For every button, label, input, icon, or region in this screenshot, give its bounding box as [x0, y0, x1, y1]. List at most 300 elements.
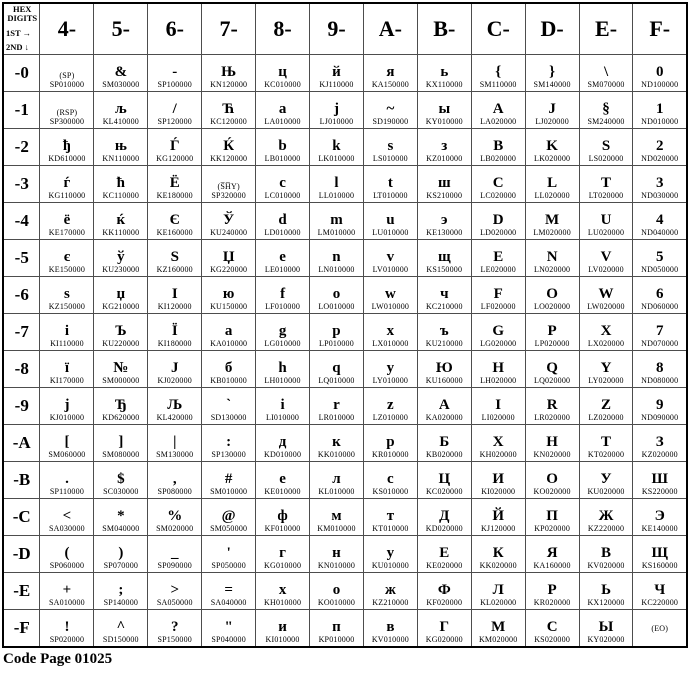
- glyph: д: [278, 434, 287, 450]
- gcgid-code: KN020000: [533, 450, 571, 459]
- glyph: њ: [114, 138, 127, 154]
- glyph: Ж: [598, 508, 614, 524]
- glyph: Н: [546, 434, 558, 450]
- grid-cell: [417, 499, 471, 536]
- grid-cell: [310, 462, 364, 499]
- col-header-E-: E-: [579, 3, 633, 55]
- grid-cell: [633, 166, 687, 203]
- second-hex-digit-arrow: 2ND ↓: [6, 42, 29, 52]
- glyph: с: [387, 471, 394, 487]
- cell-content: [148, 573, 201, 609]
- grid-cell: [202, 166, 256, 203]
- grid-cell: [363, 203, 417, 240]
- gcgid-code: SP010000: [49, 80, 85, 89]
- glyph: ~: [386, 101, 395, 117]
- glyph: п: [332, 619, 341, 635]
- glyph: ^: [116, 619, 126, 635]
- grid-cell: [310, 573, 364, 610]
- grid-cell: [633, 351, 687, 388]
- glyph: 5: [655, 249, 664, 265]
- grid-cell: [256, 499, 310, 536]
- gcgid-code: KG220000: [210, 265, 248, 274]
- row-header--F: -F: [3, 610, 40, 648]
- gcgid-code: KI180000: [157, 339, 192, 348]
- gcgid-code: KC010000: [264, 80, 301, 89]
- grid-cell: [471, 55, 525, 92]
- grid-cell: [256, 610, 310, 648]
- gcgid-code: ND070000: [641, 339, 679, 348]
- grid-cell: [579, 462, 633, 499]
- row-header--D: -D: [3, 536, 40, 573]
- grid-cell: [310, 314, 364, 351]
- glyph: Ю: [435, 360, 453, 376]
- glyph: х: [278, 582, 287, 598]
- grid-cell: [256, 240, 310, 277]
- cell-content: [310, 351, 363, 387]
- gcgid-code: SM140000: [533, 80, 571, 89]
- grid-cell: [148, 203, 202, 240]
- glyph: л: [332, 471, 341, 487]
- cell-content: [526, 166, 579, 202]
- cell-content: [472, 277, 525, 313]
- gcgid-code: KI020000: [481, 487, 516, 496]
- cell-content: [202, 462, 255, 498]
- cell-content: [256, 536, 309, 572]
- glyph: ќ: [116, 212, 126, 228]
- cell-content: [364, 610, 417, 646]
- glyph: 0: [655, 64, 664, 80]
- glyph: {: [495, 64, 502, 80]
- cell-content: [472, 388, 525, 424]
- grid-cell: [310, 92, 364, 129]
- glyph: M: [545, 212, 560, 228]
- cell-content: [472, 351, 525, 387]
- cell-content: [633, 610, 686, 646]
- glyph: g: [278, 323, 287, 339]
- cell-content: [94, 536, 147, 572]
- gcgid-code: LY010000: [372, 376, 409, 385]
- gcgid-code: KM020000: [478, 635, 518, 644]
- glyph: ѕ: [64, 286, 70, 302]
- cell-content: [256, 129, 309, 165]
- grid-cell: [363, 536, 417, 573]
- gcgid-code: SD150000: [102, 635, 139, 644]
- gcgid-code: KI010000: [265, 635, 300, 644]
- glyph: Ф: [437, 582, 451, 598]
- glyph: ): [118, 545, 124, 561]
- glyph: Р: [547, 582, 557, 598]
- glyph: Є: [169, 212, 180, 228]
- gcgid-code: KN110000: [102, 154, 140, 163]
- gcgid-code: LN020000: [533, 265, 571, 274]
- gcgid-code: LD020000: [480, 228, 517, 237]
- glyph: Ї: [171, 323, 178, 339]
- glyph: Ќ: [223, 138, 235, 154]
- table-row: [3, 92, 687, 129]
- gcgid-code: LC020000: [480, 191, 517, 200]
- grid-cell: [525, 240, 579, 277]
- glyph: r: [333, 397, 340, 413]
- grid-cell: [363, 425, 417, 462]
- cell-content: [310, 499, 363, 535]
- glyph: F: [493, 286, 503, 302]
- gcgid-code: ND040000: [641, 228, 679, 237]
- grid-cell: [40, 351, 94, 388]
- gcgid-code: SM020000: [156, 524, 194, 533]
- grid-cell: [417, 129, 471, 166]
- row-header--8: -8: [3, 351, 40, 388]
- cell-content: [418, 425, 471, 461]
- grid-cell: [202, 536, 256, 573]
- grid-cell: [256, 351, 310, 388]
- grid-cell: [525, 92, 579, 129]
- grid-cell: [94, 240, 148, 277]
- gcgid-code: LH010000: [264, 376, 301, 385]
- gcgid-code: KI110000: [50, 339, 84, 348]
- cell-content: [202, 203, 255, 239]
- glyph: Ц: [438, 471, 451, 487]
- cell-content: [580, 462, 633, 498]
- gcgid-code: KX120000: [587, 598, 625, 607]
- glyph: W: [598, 286, 614, 302]
- grid-cell: [525, 573, 579, 610]
- cell-content: [202, 425, 255, 461]
- grid-cell: [148, 499, 202, 536]
- gcgid-code: LI020000: [481, 413, 515, 422]
- cell-content: [310, 388, 363, 424]
- grid-cell: [633, 314, 687, 351]
- glyph: G: [492, 323, 505, 339]
- gcgid-code: LT020000: [588, 191, 624, 200]
- cell-content: [364, 351, 417, 387]
- grid-cell: [202, 610, 256, 648]
- grid-cell: [202, 55, 256, 92]
- gcgid-code: KX110000: [425, 80, 463, 89]
- glyph: №: [113, 360, 129, 376]
- table-row: [3, 573, 687, 610]
- caption: Code Page 01025: [3, 651, 113, 667]
- glyph: у: [386, 545, 395, 561]
- gcgid-code: LC010000: [264, 191, 301, 200]
- gcgid-code: LY020000: [588, 376, 624, 385]
- grid-cell: [579, 351, 633, 388]
- gcgid-code: LP020000: [534, 339, 570, 348]
- glyph: L: [547, 175, 558, 191]
- table-row: [3, 388, 687, 425]
- header-row: [3, 3, 687, 55]
- cell-content: [202, 129, 255, 165]
- cell-content: [256, 388, 309, 424]
- grid-cell: [363, 573, 417, 610]
- cell-content: [580, 610, 633, 646]
- cell-content: [94, 314, 147, 350]
- gcgid-code: SP300000: [49, 117, 85, 126]
- grid-cell: [579, 573, 633, 610]
- grid-cell: [633, 499, 687, 536]
- gcgid-code: LG020000: [480, 339, 517, 348]
- grid-cell: [525, 166, 579, 203]
- grid-cell: [94, 92, 148, 129]
- cell-content: [310, 314, 363, 350]
- gcgid-code: KZ160000: [156, 265, 193, 274]
- gcgid-code: KR010000: [372, 450, 409, 459]
- glyph: &: [114, 64, 128, 80]
- grid-cell: [417, 314, 471, 351]
- grid-cell: [310, 499, 364, 536]
- cell-content: [364, 462, 417, 498]
- glyph: (: [64, 545, 70, 561]
- gcgid-code: LV010000: [372, 265, 409, 274]
- cell-content: [472, 425, 525, 461]
- gcgid-code: KU150000: [210, 302, 248, 311]
- col-header-9-: 9-: [310, 3, 364, 55]
- glyph: v: [386, 249, 395, 265]
- grid-cell: [256, 203, 310, 240]
- cell-content: [633, 92, 686, 128]
- gcgid-code: KG020000: [425, 635, 463, 644]
- grid-cell: [633, 573, 687, 610]
- glyph: є: [63, 249, 71, 265]
- cell-content: [364, 166, 417, 202]
- cell-content: [580, 277, 633, 313]
- cell-content: [633, 573, 686, 609]
- gcgid-code: KE160000: [156, 228, 193, 237]
- cell-content: [256, 203, 309, 239]
- glyph: Ь: [601, 582, 611, 598]
- glyph: Њ: [221, 64, 237, 80]
- col-header-D-: D-: [525, 3, 579, 55]
- grid-cell: [471, 129, 525, 166]
- glyph: Ј: [171, 360, 179, 376]
- grid-cell: [148, 166, 202, 203]
- cell-content: [633, 314, 686, 350]
- cell-content: [526, 314, 579, 350]
- glyph: ж: [384, 582, 396, 598]
- grid-cell: [40, 240, 94, 277]
- grid-cell: [40, 277, 94, 314]
- gcgid-code: SP110000: [49, 487, 85, 496]
- gcgid-code: KU220000: [102, 339, 140, 348]
- gcgid-code: LS010000: [372, 154, 408, 163]
- glyph: Љ: [167, 397, 183, 413]
- glyph: з: [441, 138, 448, 154]
- cell-content: [472, 610, 525, 646]
- glyph: /: [172, 101, 177, 117]
- cell-content: [364, 92, 417, 128]
- grid-cell: [148, 277, 202, 314]
- grid-cell: [148, 610, 202, 648]
- grid-cell: [94, 203, 148, 240]
- glyph: -: [172, 64, 178, 80]
- grid-cell: [579, 129, 633, 166]
- gcgid-code: KE020000: [426, 561, 463, 570]
- table-row: [3, 166, 687, 203]
- grid-cell: [94, 277, 148, 314]
- glyph: 7: [655, 323, 664, 339]
- grid-cell: [471, 166, 525, 203]
- cell-content: [364, 277, 417, 313]
- cell-content: [202, 351, 255, 387]
- grid-cell: [310, 240, 364, 277]
- cell-content: [633, 499, 686, 535]
- grid-cell: [525, 203, 579, 240]
- glyph: :: [226, 434, 232, 450]
- gcgid-code: LR020000: [534, 413, 571, 422]
- cell-content: [40, 166, 93, 202]
- gcgid-code: LX010000: [372, 339, 409, 348]
- gcgid-code: KZ150000: [48, 302, 86, 311]
- hex-digits-legend: [3, 3, 40, 55]
- glyph: ь: [440, 64, 449, 80]
- glyph: м: [331, 508, 342, 524]
- gcgid-code: LL010000: [318, 191, 355, 200]
- grid-cell: [40, 129, 94, 166]
- gcgid-code: LX020000: [587, 339, 625, 348]
- table-row: [3, 55, 687, 92]
- cell-content: [633, 203, 686, 239]
- gcgid-code: LV020000: [588, 265, 624, 274]
- glyph: x: [386, 323, 395, 339]
- table-row: [3, 610, 687, 648]
- cell-content: [633, 166, 686, 202]
- glyph: z: [387, 397, 394, 413]
- grid-cell: [94, 314, 148, 351]
- cell-content: [418, 277, 471, 313]
- cell-content: [94, 573, 147, 609]
- gcgid-code: KV010000: [371, 635, 409, 644]
- gcgid-code: ND010000: [641, 117, 679, 126]
- first-hex-digit-arrow: 1ST →: [6, 28, 32, 39]
- glyph: U: [600, 212, 612, 228]
- glyph: ю: [222, 286, 235, 302]
- gcgid-code: SA010000: [49, 598, 85, 607]
- glyph: §: [602, 101, 610, 117]
- gcgid-code: LK010000: [318, 154, 355, 163]
- grid-cell: [363, 166, 417, 203]
- gcgid-code: KD620000: [102, 413, 140, 422]
- cell-content: [418, 351, 471, 387]
- glyph: З: [655, 434, 664, 450]
- cell-content: [580, 166, 633, 202]
- glyph: B: [493, 138, 504, 154]
- col-header-4-: 4-: [40, 3, 94, 55]
- glyph: Q: [546, 360, 558, 376]
- gcgid-code: KT010000: [372, 524, 409, 533]
- glyph: Ђ: [114, 397, 127, 413]
- col-header-8-: 8-: [256, 3, 310, 55]
- gcgid-code: SP060000: [49, 561, 85, 570]
- cell-content: [418, 203, 471, 239]
- glyph: X: [600, 323, 612, 339]
- glyph: p: [332, 323, 341, 339]
- cell-content: [472, 203, 525, 239]
- table-row: [3, 277, 687, 314]
- gcgid-code: KP010000: [318, 635, 355, 644]
- glyph: А: [438, 397, 450, 413]
- gcgid-code: LR010000: [318, 413, 355, 422]
- cell-content: [256, 462, 309, 498]
- cell-content: [94, 55, 147, 91]
- glyph: K: [546, 138, 558, 154]
- grid-cell: [256, 536, 310, 573]
- gcgid-code: KD010000: [263, 450, 302, 459]
- glyph: ђ: [62, 138, 71, 154]
- grid-cell: [40, 499, 94, 536]
- col-header-A-: A-: [363, 3, 417, 55]
- table-row: [3, 499, 687, 536]
- grid-cell: [633, 92, 687, 129]
- cell-content: [418, 129, 471, 165]
- glyph: S: [601, 138, 611, 154]
- grid-cell: [94, 499, 148, 536]
- gcgid-code: LB020000: [480, 154, 517, 163]
- cell-content: [580, 129, 633, 165]
- gcgid-code: SP140000: [103, 598, 139, 607]
- cell-content: [526, 388, 579, 424]
- gcgid-code: SM000000: [102, 376, 140, 385]
- grid-cell: [417, 425, 471, 462]
- cell-content: [148, 240, 201, 276]
- grid-cell: [471, 240, 525, 277]
- cell-content: [40, 462, 93, 498]
- glyph: г: [279, 545, 286, 561]
- glyph: }: [549, 64, 556, 80]
- grid-cell: [417, 351, 471, 388]
- grid-cell: [579, 203, 633, 240]
- gcgid-code: KA150000: [371, 80, 409, 89]
- gcgid-code: KD610000: [48, 154, 86, 163]
- gcgid-code: SM040000: [102, 524, 140, 533]
- glyph: Ъ: [115, 323, 127, 339]
- gcgid-code: SD190000: [372, 117, 409, 126]
- gcgid-code: KU010000: [371, 561, 409, 570]
- gcgid-code: SP090000: [157, 561, 192, 570]
- grid-cell: [148, 536, 202, 573]
- cell-content: [94, 499, 147, 535]
- row-header--6: -6: [3, 277, 40, 314]
- gcgid-code: LA010000: [264, 117, 301, 126]
- grid-cell: [579, 166, 633, 203]
- glyph: Ѕ: [170, 249, 179, 265]
- grid-cell: [633, 388, 687, 425]
- grid-cell: [579, 55, 633, 92]
- gcgid-code: LI010000: [265, 413, 300, 422]
- glyph: .: [65, 471, 69, 487]
- glyph: У: [600, 471, 612, 487]
- corner-legend-content: [4, 4, 39, 54]
- gcgid-code: KY010000: [425, 117, 463, 126]
- gcgid-code: LZ010000: [372, 413, 409, 422]
- cell-content: [418, 573, 471, 609]
- glyph: ш: [437, 175, 451, 191]
- table-row: [3, 462, 687, 499]
- gcgid-code: KL420000: [156, 413, 193, 422]
- cell-content: [580, 388, 633, 424]
- gcgid-code: SP100000: [157, 80, 192, 89]
- glyph: *: [117, 508, 125, 524]
- cell-content: [580, 55, 633, 91]
- cell-content: [148, 314, 201, 350]
- grid-cell: [148, 92, 202, 129]
- cell-content: [256, 499, 309, 535]
- cell-content: [310, 536, 363, 572]
- grid-cell: [94, 166, 148, 203]
- grid-cell: [256, 166, 310, 203]
- cell-content: [526, 92, 579, 128]
- glyph: и: [278, 619, 287, 635]
- cell-content: [148, 55, 201, 91]
- gcgid-code: KG210000: [102, 302, 140, 311]
